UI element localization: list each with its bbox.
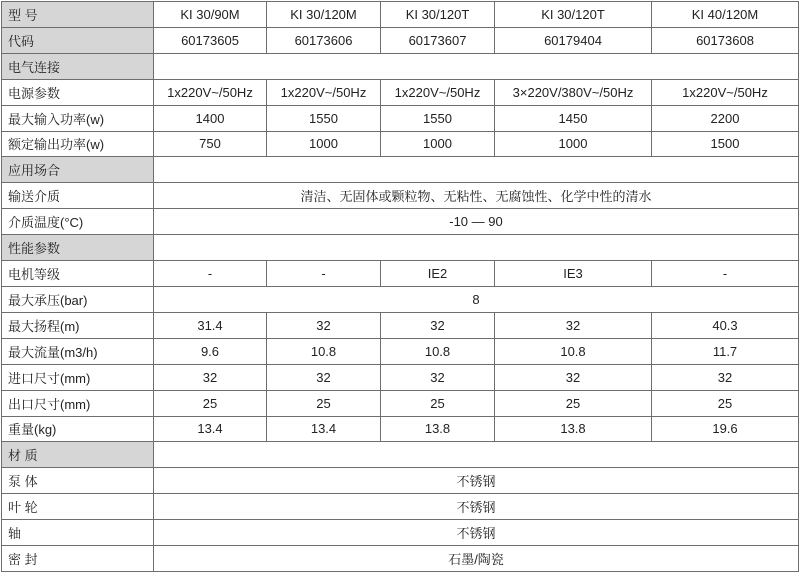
max-flow-cell: 10.8 (267, 338, 381, 364)
max-flow-cell: 10.8 (495, 338, 652, 364)
section-title: 性能参数 (2, 235, 154, 261)
section-filler (154, 442, 799, 468)
outlet-size-cell: 25 (381, 390, 495, 416)
motor-class-cell: - (652, 261, 799, 287)
rated-output-cell: 1000 (495, 131, 652, 157)
model-cell: KI 30/90M (154, 2, 267, 28)
max-head-cell: 32 (381, 312, 495, 338)
table-row (2, 364, 799, 390)
code-label: 代码 (2, 27, 154, 53)
weight-label: 重量(kg) (2, 416, 154, 442)
outlet-size-cell: 25 (652, 390, 799, 416)
rated-output-cell: 1500 (652, 131, 799, 157)
inlet-size-cell: 32 (652, 364, 799, 390)
outlet-size-label: 出口尺寸(mm) (2, 390, 154, 416)
max-head-cell: 32 (495, 312, 652, 338)
weight-cell: 13.4 (154, 416, 267, 442)
weight-cell: 13.8 (381, 416, 495, 442)
outlet-size-cell: 25 (267, 390, 381, 416)
rated-output-cell: 1000 (267, 131, 381, 157)
inlet-size-cell: 32 (267, 364, 381, 390)
table-row (2, 494, 799, 520)
max-head-cell: 40.3 (652, 312, 799, 338)
impeller-label: 叶 轮 (2, 494, 154, 520)
rated-output-label: 额定输出功率(w) (2, 131, 154, 157)
max-head-cell: 32 (267, 312, 381, 338)
table-row (2, 338, 799, 364)
table-row (2, 416, 799, 442)
medium-value: 清洁、无固体或颗粒物、无粘性、无腐蚀性、化学中性的清水 (154, 183, 799, 209)
power-cell: 1x220V~/50Hz (652, 79, 799, 105)
table-row (2, 79, 799, 105)
motor-class-label: 电机等级 (2, 261, 154, 287)
max-pressure-label: 最大承压(bar) (2, 286, 154, 312)
max-input-label: 最大输入功率(w) (2, 105, 154, 131)
section-title: 电气连接 (2, 53, 154, 79)
weight-cell: 13.4 (267, 416, 381, 442)
table-row (2, 468, 799, 494)
section-application (2, 157, 799, 183)
model-row (2, 2, 799, 28)
code-cell: 60179404 (495, 27, 652, 53)
code-row (2, 27, 799, 53)
model-label: 型 号 (2, 2, 154, 28)
medium-label: 输送介质 (2, 183, 154, 209)
inlet-size-cell: 32 (154, 364, 267, 390)
outlet-size-cell: 25 (495, 390, 652, 416)
max-flow-cell: 11.7 (652, 338, 799, 364)
shaft-value: 不锈钢 (154, 520, 799, 546)
inlet-size-cell: 32 (381, 364, 495, 390)
table-row (2, 183, 799, 209)
section-title: 材 质 (2, 442, 154, 468)
table-row (2, 105, 799, 131)
motor-class-cell: - (154, 261, 267, 287)
pump-body-value: 不锈钢 (154, 468, 799, 494)
section-filler (154, 157, 799, 183)
max-head-cell: 31.4 (154, 312, 267, 338)
spec-table (1, 1, 799, 572)
section-filler (154, 235, 799, 261)
code-cell: 60173608 (652, 27, 799, 53)
motor-class-cell: IE2 (381, 261, 495, 287)
max-pressure-value: 8 (154, 286, 799, 312)
table-row (2, 312, 799, 338)
section-title: 应用场合 (2, 157, 154, 183)
code-cell: 60173606 (267, 27, 381, 53)
power-cell: 1x220V~/50Hz (154, 79, 267, 105)
model-cell: KI 40/120M (652, 2, 799, 28)
section-performance (2, 235, 799, 261)
impeller-value: 不锈钢 (154, 494, 799, 520)
max-input-cell: 2200 (652, 105, 799, 131)
max-input-cell: 1400 (154, 105, 267, 131)
max-input-cell: 1550 (381, 105, 495, 131)
model-cell: KI 30/120T (381, 2, 495, 28)
seal-label: 密 封 (2, 546, 154, 572)
max-flow-cell: 10.8 (381, 338, 495, 364)
max-input-cell: 1550 (267, 105, 381, 131)
weight-cell: 13.8 (495, 416, 652, 442)
code-cell: 60173605 (154, 27, 267, 53)
seal-value: 石墨/陶瓷 (154, 546, 799, 572)
outlet-size-cell: 25 (154, 390, 267, 416)
temperature-value: -10 — 90 (154, 209, 799, 235)
power-label: 电源参数 (2, 79, 154, 105)
table-row (2, 261, 799, 287)
weight-cell: 19.6 (652, 416, 799, 442)
max-flow-cell: 9.6 (154, 338, 267, 364)
shaft-label: 轴 (2, 520, 154, 546)
table-row (2, 286, 799, 312)
table-row (2, 546, 799, 572)
model-cell: KI 30/120T (495, 2, 652, 28)
table-row (2, 131, 799, 157)
max-flow-label: 最大流量(m3/h) (2, 338, 154, 364)
motor-class-cell: - (267, 261, 381, 287)
pump-body-label: 泵 体 (2, 468, 154, 494)
rated-output-cell: 1000 (381, 131, 495, 157)
power-cell: 1x220V~/50Hz (381, 79, 495, 105)
max-input-cell: 1450 (495, 105, 652, 131)
power-cell: 1x220V~/50Hz (267, 79, 381, 105)
power-cell: 3×220V/380V~/50Hz (495, 79, 652, 105)
table-row (2, 209, 799, 235)
inlet-size-cell: 32 (495, 364, 652, 390)
max-head-label: 最大扬程(m) (2, 312, 154, 338)
inlet-size-label: 进口尺寸(mm) (2, 364, 154, 390)
table-row (2, 390, 799, 416)
section-electrical (2, 53, 799, 79)
model-cell: KI 30/120M (267, 2, 381, 28)
code-cell: 60173607 (381, 27, 495, 53)
table-row (2, 520, 799, 546)
motor-class-cell: IE3 (495, 261, 652, 287)
section-filler (154, 53, 799, 79)
rated-output-cell: 750 (154, 131, 267, 157)
temperature-label: 介质温度(°C) (2, 209, 154, 235)
section-material (2, 442, 799, 468)
